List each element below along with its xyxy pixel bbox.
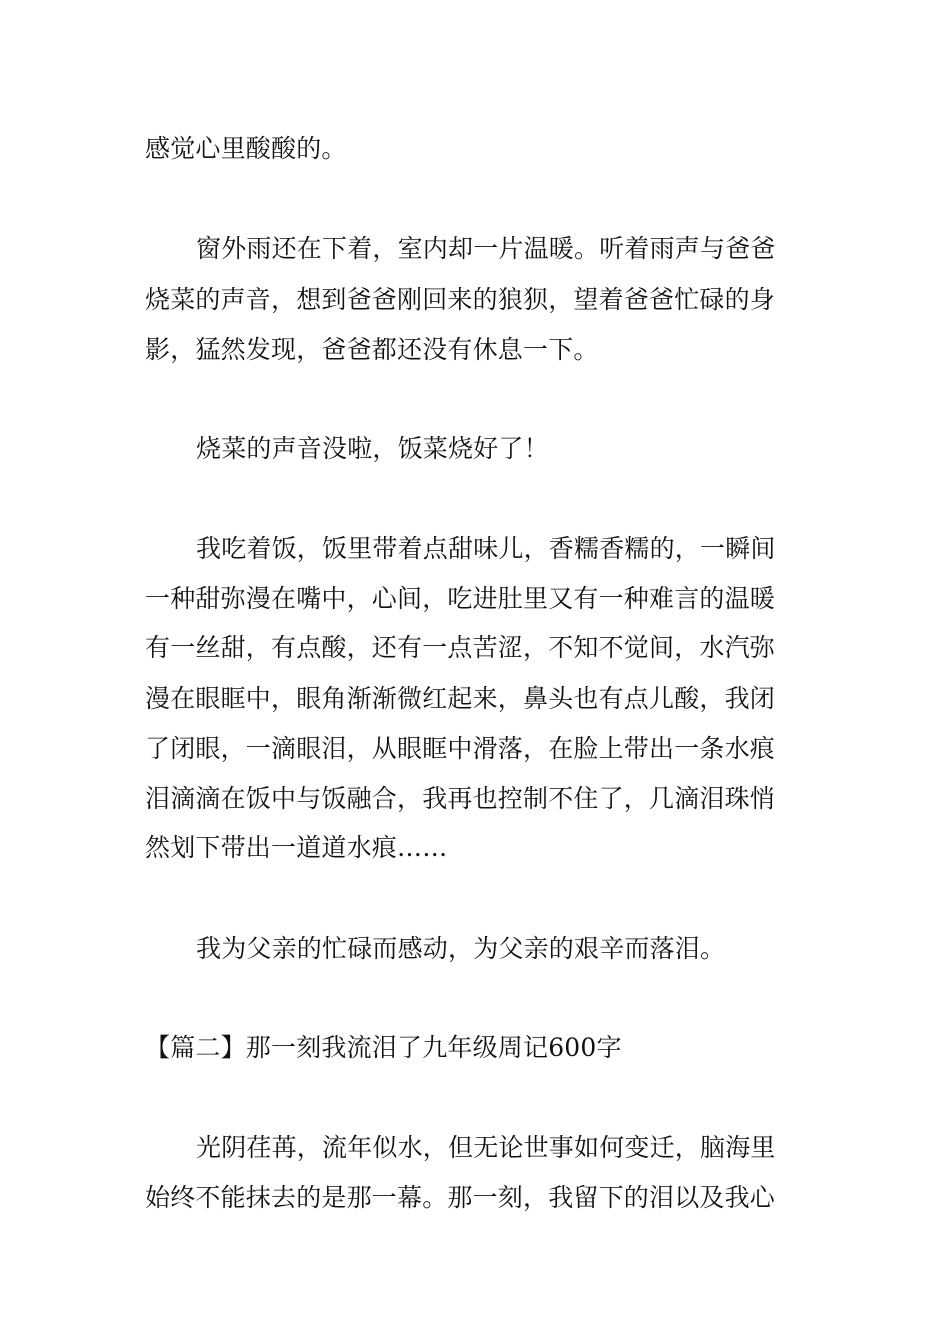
paragraph-4-line-4: 漫在眼眶中，眼角渐渐微红起来，鼻头也有点儿酸，我闭 xyxy=(145,684,776,713)
paragraph-1-line-1: 感觉心里酸酸的。 xyxy=(145,134,347,163)
paragraph-2-line-3: 影，猛然发现，爸爸都还没有休息一下。 xyxy=(145,335,599,364)
paragraph-4-line-1: 我吃着饭，饭里带着点甜味儿，香糯香糯的，一瞬间 xyxy=(196,534,776,563)
paragraph-3-line-1: 烧菜的声音没啦，饭菜烧好了！ xyxy=(196,434,549,463)
paragraph-4-line-7: 然划下带出一道道水痕…… xyxy=(145,833,448,862)
paragraph-4-line-3: 有一丝甜，有点酸，还有一点苦涩，不知不觉间，水汽弥 xyxy=(145,633,776,662)
paragraph-2-line-2: 烧菜的声音，想到爸爸刚回来的狼狈，望着爸爸忙碌的身 xyxy=(145,285,776,314)
paragraph-2-line-1: 窗外雨还在下着，室内却一片温暖。听着雨声与爸爸 xyxy=(196,234,776,263)
paragraph-4-line-6: 泪滴滴在饭中与饭融合，我再也控制不住了，几滴泪珠悄 xyxy=(145,784,776,813)
paragraph-5-line-1: 我为父亲的忙碌而感动，为父亲的艰辛而落泪。 xyxy=(196,934,726,963)
paragraph-4-line-5: 了闭眼，一滴眼泪，从眼眶中滑落，在脸上带出一条水痕 xyxy=(145,734,776,763)
paragraph-7-line-1: 光阴荏苒，流年似水，但无论世事如何变迁，脑海里 xyxy=(196,1133,776,1162)
paragraph-7-line-2: 始终不能抹去的是那一幕。那一刻，我留下的泪以及我心 xyxy=(145,1183,776,1212)
section-heading: 【篇二】那一刻我流泪了九年级周记600字 xyxy=(145,1033,622,1062)
paragraph-4-line-2: 一种甜弥漫在嘴中，心间，吃进肚里又有一种难言的温暖 xyxy=(145,584,776,613)
